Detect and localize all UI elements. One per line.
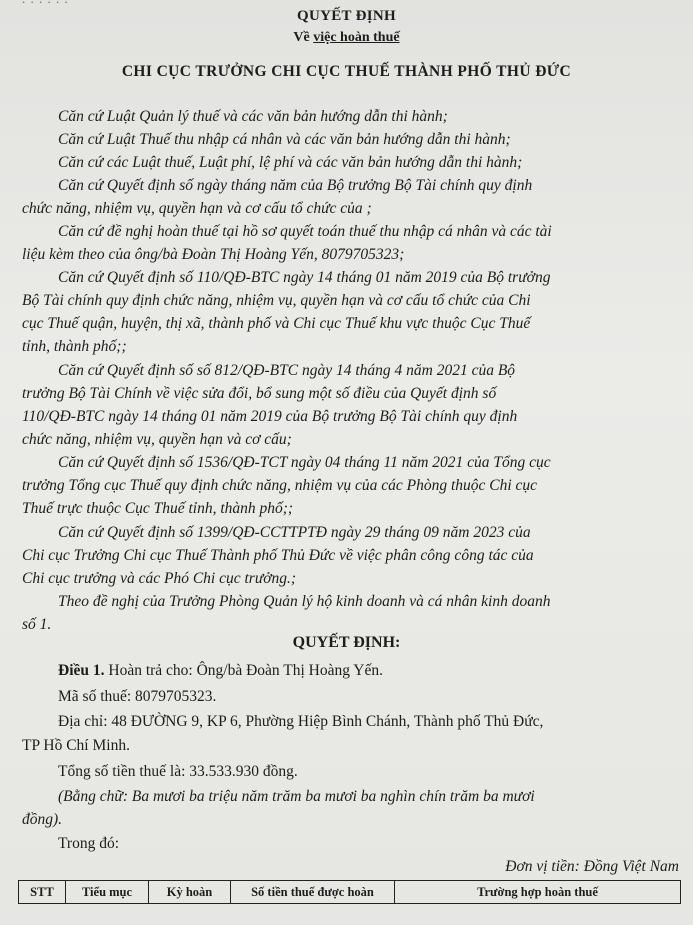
basis-line: chức năng, nhiệm vụ, quyền hạn và cơ cấu; (22, 431, 292, 448)
basis-line: cục Thuế quận, huyện, thị xã, thành phố và Chi cục Thuế khu vực thuộc Cục Thuế (22, 315, 531, 332)
decision-heading: QUYẾT ĐỊNH: (292, 634, 401, 651)
basis-line: Căn cứ Quyết định số 110/QĐ-BTC ngày 14 tháng 01 năm 2019 của Bộ trưởng (58, 269, 551, 286)
table-header-cell: STT (19, 881, 66, 904)
issuing-authority: CHI CỤC TRƯỞNG CHI CỤC THUẾ THÀNH PHỐ THỦ ĐỨC (121, 63, 572, 80)
address-line: Địa chỉ: 48 ĐƯỜNG 9, KP 6, Phường Hiệp Bình Chánh, Thành phố Thủ Đức, (58, 713, 544, 730)
address-line: TP Hồ Chí Minh. (22, 737, 130, 754)
table-header-cell: Kỳ hoàn (149, 881, 231, 904)
document-type-title: QUYẾT ĐỊNH (297, 8, 396, 24)
basis-line: Căn cứ Luật Quản lý thuế và các văn bản hướng dẫn thi hành; (58, 108, 448, 125)
basis-line: trưởng Bộ Tài Chính về việc sửa đổi, bổ sung một số điều của Quyết định số (22, 385, 497, 402)
tax-code: Mã số thuế: 8079705323. (58, 688, 217, 705)
basis-line: Căn cứ Quyết định số 1536/QĐ-TCT ngày 04 tháng 11 năm 2021 của Tổng cục (58, 454, 551, 471)
amount-in-words: đồng). (22, 811, 63, 828)
basis-line: Căn cứ Luật Thuế thu nhập cá nhân và các văn bản hướng dẫn thi hành; (58, 131, 511, 148)
basis-line: Thuế trực thuộc Cục Thuế tỉnh, thành phố;; (22, 500, 294, 517)
table-header-row (19, 881, 681, 904)
currency-unit: Đơn vị tiền: Đồng Việt Nam (505, 858, 679, 875)
basis-line: trưởng Tổng cục Thuế quy định chức năng, nhiệm vụ của các Phòng thuộc Chi cục (22, 477, 538, 494)
basis-line: Căn cứ Quyết định số 1399/QĐ-CCTTPTĐ ngày 29 tháng 09 năm 2023 của (58, 524, 531, 541)
total-amount: Tổng số tiền thuế là: 33.533.930 đồng. (58, 763, 298, 780)
basis-line: liệu kèm theo của ông/bà Đoàn Thị Hoàng Yến, 8079705323; (22, 246, 405, 263)
basis-line: Chi cục trưởng và các Phó Chi cục trưởng.; (22, 570, 297, 587)
basis-line: Căn cứ Quyết định số số 812/QĐ-BTC ngày 14 tháng 4 năm 2021 của Bộ (58, 362, 516, 379)
table-header-cell: Trường hợp hoàn thuế (395, 881, 681, 904)
basis-line: Căn cứ đề nghị hoàn thuế tại hồ sơ quyết toán thuế thu nhập cá nhân và các tài (58, 223, 552, 240)
table-header-cell: Số tiền thuế được hoàn (231, 881, 395, 904)
basis-line: chức năng, nhiệm vụ, quyền hạn và cơ cấu tổ chức của ; (22, 200, 372, 217)
basis-line: Căn cứ Quyết định số ngày tháng năm của Bộ trưởng Bộ Tài chính quy định (58, 177, 533, 194)
basis-line: Căn cứ các Luật thuế, Luật phí, lệ phí và các văn bản hướng dẫn thi hành; (58, 154, 523, 171)
basis-line: 110/QĐ-BTC ngày 14 tháng 01 năm 2019 của Bộ trưởng Bộ Tài chính quy định (22, 408, 518, 425)
article-label: Điều 1. (58, 662, 105, 679)
article-1 (58, 662, 383, 680)
of-which-label: Trong đó: (58, 835, 120, 852)
basis-line: tỉnh, thành phố;; (22, 338, 127, 355)
refund-table (18, 880, 681, 904)
subject-prefix: Về (293, 30, 314, 45)
basis-line: Chi cục Trưởng Chi cục Thuế Thành phố Thủ Đức về việc phân công công tác của (22, 547, 534, 564)
amount-in-words: (Bằng chữ: Ba mươi ba triệu năm trăm ba mươi ba nghìn chín trăm ba mươi (58, 788, 535, 805)
article-text: Hoàn trả cho: Ông/bà Đoàn Thị Hoàng Yến. (104, 662, 384, 679)
document-subject (0, 30, 693, 46)
basis-line: Bộ Tài chính quy định chức năng, nhiệm vụ, quyền hạn và cơ cấu tổ chức của Chi (22, 292, 531, 309)
subject-underlined: việc hoàn thuế (313, 30, 400, 45)
table-header-cell: Tiểu mục (66, 881, 149, 904)
basis-line: số 1. (22, 616, 52, 633)
cropped-top-edge (0, 0, 693, 8)
basis-line: Theo đề nghị của Trưởng Phòng Quản lý hộ kinh doanh và cá nhân kinh doanh (58, 593, 551, 610)
